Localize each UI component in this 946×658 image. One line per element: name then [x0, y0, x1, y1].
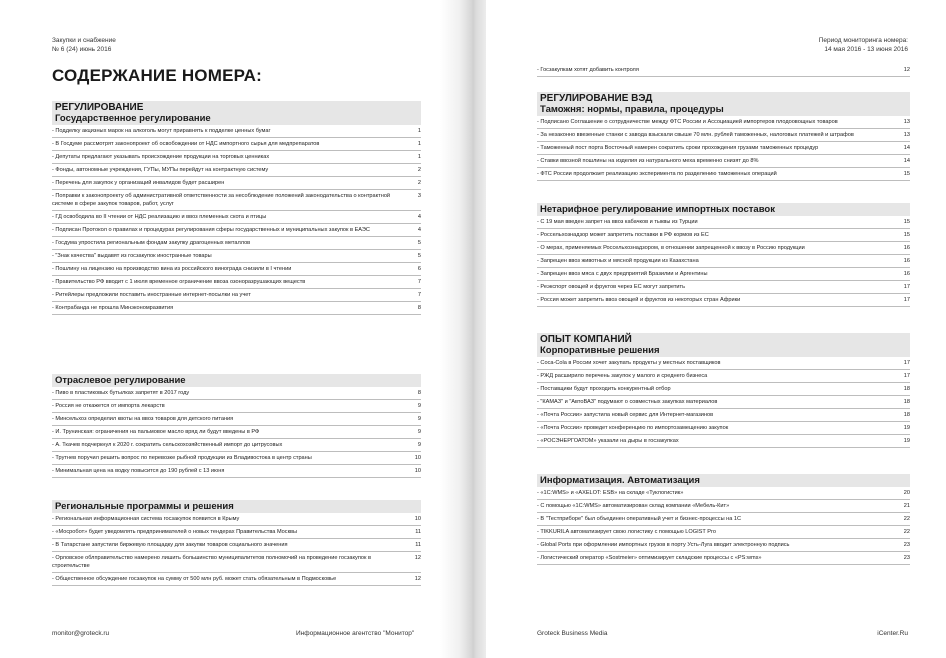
item-page: 7	[417, 292, 421, 298]
item-page: 5	[417, 240, 421, 246]
item-page: 20	[903, 490, 910, 496]
item-text: - Global Ports при оформлении импортных грузов в порту Усть-Луга вводит электронную подпись	[537, 542, 790, 548]
list-item[interactable]	[52, 177, 421, 190]
item-page: 9	[417, 403, 421, 409]
list-item[interactable]	[52, 263, 421, 276]
list-item[interactable]	[52, 250, 421, 263]
list-item[interactable]	[537, 242, 910, 255]
item-page: 5	[417, 253, 421, 259]
item-page: 18	[903, 412, 910, 418]
section-fea-regulation	[537, 92, 910, 181]
list-item[interactable]	[52, 465, 421, 478]
issue-number: № 6 (24) июнь 2016	[52, 46, 112, 53]
item-text: - Перечень для закупок у организаций инвалидов будет расширен	[52, 180, 225, 186]
item-page: 16	[903, 258, 910, 264]
item-page: 16	[903, 245, 910, 251]
item-text: - А. Ткачев подчеркнул к 2020 г. сократить сельскохозяйственный импорт до цитрусовых	[52, 442, 283, 448]
list-item[interactable]	[537, 268, 910, 281]
item-page: 12	[414, 576, 421, 582]
item-page: 1	[417, 154, 421, 160]
list-item[interactable]	[537, 129, 910, 142]
list-item[interactable]	[537, 526, 910, 539]
section-subtitle: Таможня: нормы, правила, процедуры	[540, 104, 724, 115]
item-page: 18	[903, 399, 910, 405]
item-page: 12	[903, 67, 910, 73]
list-item[interactable]	[52, 164, 421, 177]
list-item[interactable]	[52, 125, 421, 138]
toc-list	[52, 387, 421, 478]
section-subtitle: Государственное регулирование	[55, 113, 211, 124]
item-text: - С 19 мая введен запрет на ввоз кабачков и тыквы из Турции	[537, 219, 698, 225]
item-page: 17	[903, 284, 910, 290]
item-page: 9	[417, 442, 421, 448]
carry-over-list	[537, 64, 910, 77]
item-text: - Подписано Соглашение о сотрудничестве между ФТС России и Ассоциацией импортеров плодоовощных товаров	[537, 119, 838, 125]
list-item[interactable]	[52, 190, 421, 211]
toc-list	[52, 513, 421, 586]
section-automation	[537, 474, 910, 565]
section-industry-regulation	[52, 374, 421, 478]
item-text: - Трутнев поручил решить вопрос по перевозке рыбной продукции из Владивостока в центр страны	[52, 455, 312, 461]
list-item[interactable]	[52, 276, 421, 289]
item-page: 14	[903, 158, 910, 164]
item-text: - В Татарстане запустили биржевую площадку для закупки товаров социального значения	[52, 542, 288, 548]
list-item[interactable]	[537, 281, 910, 294]
item-page: 2	[417, 180, 421, 186]
item-text: - Пиво в пластиковых бутылках запретят в 2017 году	[52, 390, 190, 396]
item-text: - Поставщики будут проходить конкурентный отбор	[537, 386, 671, 392]
list-item[interactable]	[52, 289, 421, 302]
section-heading	[537, 333, 910, 357]
item-text: - Госдума упростила региональным фондам закупку драгоценных металлов	[52, 240, 251, 246]
item-page: 9	[417, 416, 421, 422]
section-main-title: РЕГУЛИРОВАНИЕ ВЭД	[540, 93, 653, 104]
list-item[interactable]	[537, 116, 910, 129]
item-text: - Логистический оператор «Sostmeier» оптимизирует складские процессы с «PS:wms»	[537, 555, 762, 561]
list-item	[537, 64, 910, 77]
list-item[interactable]	[52, 400, 421, 413]
section-main-title: РЕГУЛИРОВАНИЕ	[55, 102, 144, 113]
list-item[interactable]	[52, 573, 421, 586]
list-item[interactable]	[52, 224, 421, 237]
toc-list	[52, 125, 421, 315]
item-page: 11	[415, 529, 421, 535]
item-page: 23	[903, 555, 910, 561]
item-page: 19	[903, 438, 910, 444]
item-page: 10	[414, 516, 421, 522]
section-heading	[52, 374, 421, 387]
item-page: 21	[903, 503, 910, 509]
list-item[interactable]	[52, 413, 421, 426]
item-text: - "Знак качества" выдавят из госзакупок иностранные товары	[52, 253, 212, 259]
toc-list	[537, 216, 910, 307]
section-heading	[52, 500, 421, 513]
right-page	[486, 0, 946, 658]
item-text: - Орловское облправительство намерено лишить большинство муниципалитетов полномочий на проведение госзакупок в строительстве	[52, 555, 371, 569]
item-page: 1	[417, 128, 421, 134]
list-item[interactable]	[537, 216, 910, 229]
item-page: 4	[417, 214, 421, 220]
item-text: - Россия может запретить ввоз овощей и фруктов из некоторых стран Африки	[537, 297, 741, 303]
item-page: 7	[417, 279, 421, 285]
list-item[interactable]	[537, 357, 910, 370]
item-text: - В Госдуме рассмотрят законопроект об освобождении от НДС импортного сырья для медпрепаратов	[52, 141, 320, 147]
list-item[interactable]	[537, 255, 910, 268]
footer-publisher: Groteck Business Media	[537, 630, 608, 637]
item-text: - О мерах, применяемых Россельхознадзором, в отношении запрещенной к ввозу в Россию продукции	[537, 245, 805, 251]
list-item[interactable]	[537, 513, 910, 526]
section-regulation	[52, 101, 421, 315]
item-page: 17	[903, 373, 910, 379]
item-page: 9	[417, 429, 421, 435]
section-subtitle: Корпоративные решения	[540, 345, 660, 356]
item-text: - Coca-Cola в России хочет закупать продукты у местных поставщиков	[537, 360, 721, 366]
toc-list	[537, 357, 910, 448]
item-page: 4	[417, 227, 421, 233]
item-text: - Таможенный пост порта Восточный намерен сократить сроки прохождения грузами таможенных процедур	[537, 145, 819, 151]
item-text: - Ритейлеры предложили поставить иностранные интернет-посылки на учет	[52, 292, 251, 298]
item-page: 1	[417, 141, 421, 147]
item-text: - Поправки к законопроекту об административной ответственности за несоблюдение положений законодательства о контрактной системе в сфере закупок товаров, работ, услуг	[52, 193, 391, 207]
item-page: 15	[903, 232, 910, 238]
section-heading	[52, 101, 421, 125]
item-text: - Пошлину на лицензию на производство вина из российского винограда снизили в I чтении	[52, 266, 292, 272]
item-text: - «Почта России» запустила новый сервис для Интернет-магазинов	[537, 412, 714, 418]
item-text: - Запрещен ввоз мяса с двух предприятий Бразилии и Аргентины	[537, 271, 708, 277]
list-item[interactable]	[52, 439, 421, 452]
item-text: - ФТС России продолжает реализацию эксперимента по разделению таможенных операций	[537, 171, 777, 177]
item-page: 11	[415, 542, 421, 548]
item-page: 2	[417, 167, 421, 173]
list-item[interactable]	[537, 552, 910, 565]
item-text: - Контрабанда не прошла Минэкономразвития	[52, 305, 174, 311]
list-item[interactable]	[52, 387, 421, 400]
list-item[interactable]	[537, 383, 910, 396]
item-text: - «1С:WMS» и «AXELOT: ESB» на складе «Туклогистик»	[537, 490, 684, 496]
item-text: - И. Трунинская: ограничения на пальмовое масло вряд ли будут введены в РФ	[52, 429, 260, 435]
list-item[interactable]	[52, 552, 421, 573]
list-item[interactable]	[537, 294, 910, 307]
item-text: - Минсельхоз определил квоты на ввоз товаров для детского питания	[52, 416, 234, 422]
item-page: 14	[903, 145, 910, 151]
item-text: - «Мосробот» будет уведомлять предпринимателей о новых тендерах Правительства Москвы	[52, 529, 298, 535]
item-text: - "КАМАЗ" и "АвтоВАЗ" подумают о совместных закупках материалов	[537, 399, 718, 405]
list-item[interactable]	[52, 151, 421, 164]
list-item[interactable]	[537, 539, 910, 552]
item-text: - Реэкспорт овощей и фруктов через ЕС могут запретить	[537, 284, 686, 290]
item-text: - Подделку акцизных марок на алкоголь могут приравнять к подделке ценных бумаг	[52, 128, 271, 134]
magazine-name: Закупки и снабжение	[52, 37, 116, 44]
list-item[interactable]	[52, 138, 421, 151]
item-page: 15	[903, 219, 910, 225]
monitoring-period-dates: 14 мая 2016 - 13 июня 2016	[824, 46, 908, 53]
footer-website[interactable]: iCenter.Ru	[877, 630, 908, 637]
section-heading	[537, 474, 910, 487]
section-heading	[537, 92, 910, 116]
item-page: 13	[903, 132, 910, 138]
left-page-header	[52, 36, 116, 54]
item-page: 17	[903, 360, 910, 366]
list-item[interactable]	[52, 302, 421, 315]
item-page: 18	[903, 386, 910, 392]
section-nontariff	[537, 203, 910, 307]
item-text: - В "Тестприборе" был объединен оперативный учет и бизнес-процессы на 1С	[537, 516, 742, 522]
list-item[interactable]	[52, 526, 421, 539]
section-subtitle: Нетарифное регулирование импортных поставок	[540, 204, 775, 215]
list-item[interactable]	[537, 500, 910, 513]
item-text: - Госзакупкам хотят добавить контроля	[537, 67, 639, 73]
list-item[interactable]	[537, 142, 910, 155]
item-page: 8	[417, 305, 421, 311]
list-item[interactable]	[537, 168, 910, 181]
item-text: - С помощью «1С:WMS» автоматизирован склад компании «Мебель-Кит»	[537, 503, 730, 509]
item-page: 17	[903, 297, 910, 303]
item-page: 12	[414, 555, 421, 561]
item-page: 6	[417, 266, 421, 272]
item-page: 10	[414, 468, 421, 474]
item-page: 13	[903, 119, 910, 125]
item-text: - Минимальная цена на водку повысится до 190 рублей с 13 июня	[52, 468, 225, 474]
item-text: - Региональная информационная система госзакупок появится в Крыму	[52, 516, 240, 522]
list-item[interactable]	[537, 409, 910, 422]
list-item[interactable]	[52, 237, 421, 250]
list-item[interactable]	[537, 422, 910, 435]
section-company-experience	[537, 333, 910, 448]
footer-agency: Информационное агентство "Монитор"	[296, 630, 415, 637]
item-page: 3	[417, 193, 421, 199]
left-page	[0, 0, 460, 658]
item-text: - За незаконно ввезенные станки с завода взыскали свыше 70 млн. рублей таможенных, налоговых платежей и штрафов	[537, 132, 854, 138]
item-text: - TIKKURILA автоматизирует свою логистику с помощью LOGIST Pro	[537, 529, 716, 535]
toc-list	[537, 487, 910, 565]
item-text: - «РОСЭНЕРГОАТОМ» указали на дыры в госзакупках	[537, 438, 679, 444]
section-main-title: ОПЫТ КОМПАНИЙ	[540, 334, 632, 345]
item-text: - Депутаты предлагают указывать происхождение продукции на торговых ценниках	[52, 154, 270, 160]
item-text: - Ставки ввозной пошлины на изделия из натурального меха временно снизят до 8%	[537, 158, 759, 164]
item-text: - Подписан Протокол о правилах и процедурах регулирования сферы государственных и муниципальных закупок в ЕАЭС	[52, 227, 370, 233]
list-item[interactable]	[52, 452, 421, 465]
item-page: 22	[903, 516, 910, 522]
list-item[interactable]	[537, 370, 910, 383]
monitoring-period-label: Период мониторинга номера:	[818, 37, 908, 44]
list-item[interactable]	[537, 487, 910, 500]
item-text: - Фонды, автономные учреждения, ГУПы, МУПы перейдут на контрактную систему	[52, 167, 269, 173]
item-text: - Запрещен ввоз животных и мясной продукции из Казахстана	[537, 258, 699, 264]
item-page: 22	[903, 529, 910, 535]
list-item[interactable]	[52, 513, 421, 526]
item-page: 8	[417, 390, 421, 396]
section-regional-programs	[52, 500, 421, 586]
toc-list	[537, 116, 910, 181]
section-subtitle: Региональные программы и решения	[55, 501, 234, 512]
list-item[interactable]	[52, 539, 421, 552]
item-text: - ГД освободила во II чтении от НДС реализацию и ввоз племенных скота и птицы	[52, 214, 267, 220]
page-title: СОДЕРЖАНИЕ НОМЕРА:	[52, 66, 262, 85]
section-subtitle: Информатизация. Автоматизация	[540, 475, 700, 486]
list-item[interactable]	[52, 426, 421, 439]
right-page-header	[819, 36, 908, 54]
list-item[interactable]	[537, 229, 910, 242]
item-text: - Правительство РФ вводит с 1 июля временное ограничение ввоза озоноразрушающих веществ	[52, 279, 306, 285]
list-item[interactable]	[537, 435, 910, 448]
item-page: 23	[903, 542, 910, 548]
item-page: 10	[414, 455, 421, 461]
item-page: 16	[903, 271, 910, 277]
item-text: - РЖД расширило перечень закупок у малого и среднего бизнеса	[537, 373, 708, 379]
section-subtitle: Отраслевое регулирование	[55, 375, 186, 386]
list-item[interactable]	[52, 211, 421, 224]
item-page: 15	[903, 171, 910, 177]
list-item[interactable]	[537, 155, 910, 168]
item-text: - «Почта России» проведет конференцию по импортозамещению закупок	[537, 425, 729, 431]
item-page: 19	[903, 425, 910, 431]
list-item[interactable]	[537, 396, 910, 409]
section-heading	[537, 203, 910, 216]
footer-email[interactable]: monitor@groteck.ru	[52, 630, 110, 637]
item-text: - Россельхознадзор может запретить поставки в РФ кормов из ЕС	[537, 232, 709, 238]
item-text: - Россия не откажется от импорта лекарств	[52, 403, 165, 409]
item-text: - Общественное обсуждение госзакупок на сумму от 500 млн руб. может стать обязательным в Подмосковье	[52, 576, 337, 582]
